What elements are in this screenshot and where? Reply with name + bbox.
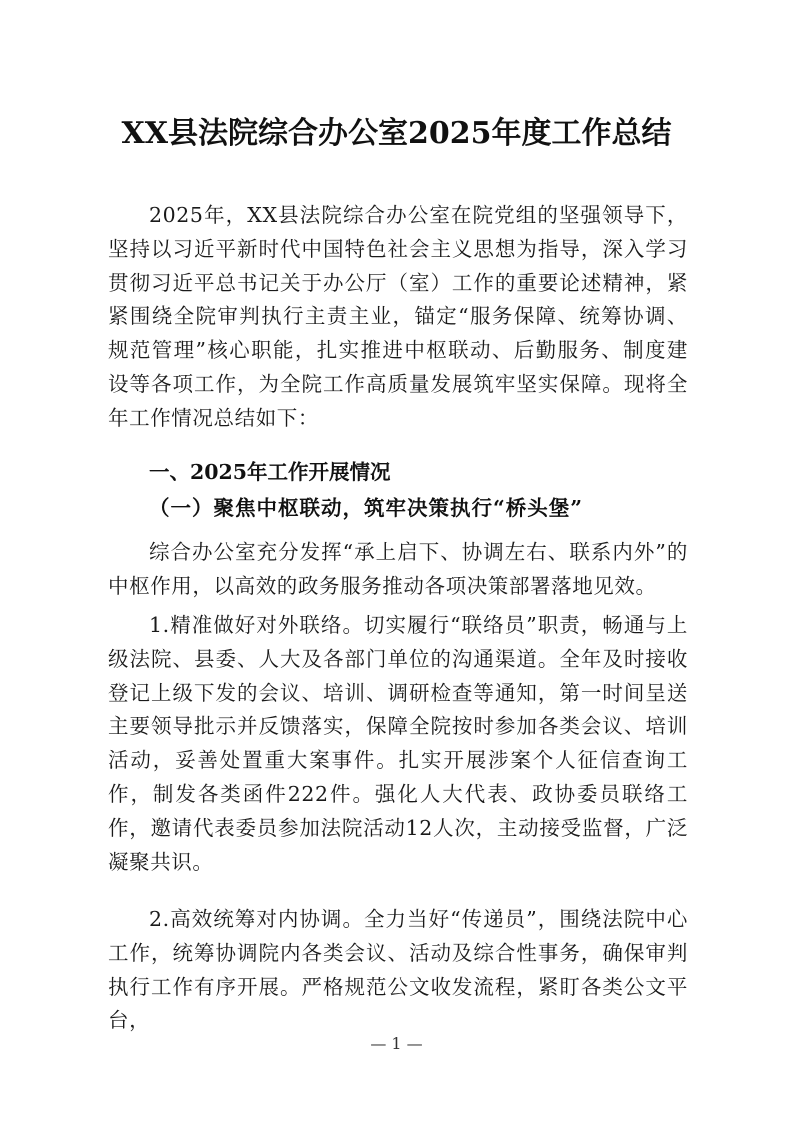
document-title: XX县法院综合办公室2025年度工作总结 (121, 116, 672, 151)
item-1-paragraph: 1.精准做好对外联络。切实履行“联络员”职责，畅通与上级法院、县委、人大及各部门单位的沟通渠道。全年及时接收登记上级下发的会议、培训、调研检查等通知，第一时间呈送主要领导批示并反馈落实，保障全院按时参加各类会议、培训活动，妥善处置重大案事件。扎实开展涉案个人征信查询工作，制发各类函件222件。强化人大代表、政协委员联络工作，邀请代表委员参加法院活动12人次，主动接受监督，广泛凝聚共识。 (108, 613, 688, 874)
section-heading: 一、2025年工作开展情况 (149, 460, 391, 484)
subsection-intro-paragraph: 综合办公室充分发挥“承上启下、协调左右、联系内外”的中枢作用，以高效的政务服务推动各项决策部署落地见效。 (108, 540, 688, 598)
subsection-heading: （一）聚焦中枢联动，筑牢决策执行“桥头堡” (149, 496, 584, 520)
intro-paragraph: 2025年，XX县法院综合办公室在院党组的坚强领导下，坚持以习近平新时代中国特色社会主义思想为指导，深入学习贯彻习近平总书记关于办公厅（室）工作的重要论述精神，紧紧围绕全院审判执行主责主业，锚定“服务保障、统筹协调、规范管理”核心职能，扎实推进中枢联动、后勤服务、制度建设等各项工作，为全院工作高质量发展筑牢坚实保障。现将全年工作情况总结如下： (108, 203, 688, 430)
item-2-paragraph: 2.高效统筹对内协调。全力当好“传递员”，围绕法院中心工作，统筹协调院内各类会议、活动及综合性事务，确保审判执行工作有序开展。严格规范公文收发流程，紧盯各类公文平台， (108, 907, 688, 1033)
page-number: — 1 — (370, 1034, 423, 1053)
